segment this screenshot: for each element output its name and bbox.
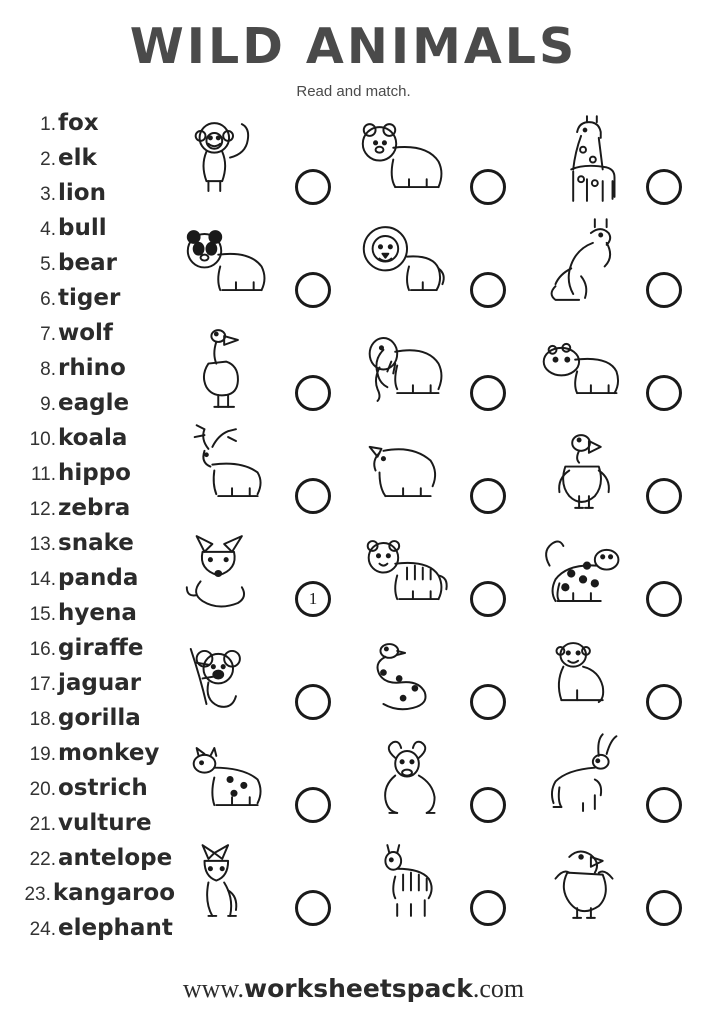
word-label: bull	[58, 215, 107, 241]
match-cell	[175, 625, 350, 728]
answer-circle[interactable]	[470, 375, 506, 411]
word-number: 9.	[40, 394, 56, 415]
word-number: 10.	[29, 429, 56, 450]
word-list-item	[18, 145, 175, 180]
word-list-item	[18, 845, 175, 880]
word-list-item	[18, 880, 175, 915]
answer-circle[interactable]	[295, 890, 331, 926]
word-list-item	[18, 110, 175, 145]
word-label: gorilla	[58, 705, 141, 731]
answer-circle[interactable]	[470, 581, 506, 617]
word-list-item	[18, 250, 175, 285]
word-label: elephant	[58, 915, 173, 941]
word-label: snake	[58, 530, 134, 556]
match-cell	[175, 522, 350, 625]
match-cell	[350, 110, 525, 213]
word-number: 4.	[40, 219, 56, 240]
instruction-text: Read and match.	[296, 83, 411, 100]
bull-illustration	[350, 732, 468, 827]
monkey-illustration	[175, 114, 293, 209]
word-label: vulture	[58, 810, 152, 836]
antelope-illustration	[526, 732, 644, 827]
match-cell	[350, 831, 525, 934]
word-number: 18.	[29, 709, 56, 730]
word-label: bear	[58, 250, 117, 276]
snake-illustration	[350, 629, 468, 724]
tiger-illustration	[350, 526, 468, 621]
match-cell	[350, 728, 525, 831]
worksheet-body	[0, 110, 707, 950]
rhino-illustration	[350, 423, 468, 518]
word-list-item	[18, 390, 175, 425]
word-label: eagle	[58, 390, 130, 416]
word-list-item	[18, 635, 175, 670]
footer-suffix: .com	[472, 974, 525, 1003]
word-list-item	[18, 215, 175, 250]
vulture-illustration	[526, 423, 644, 518]
word-number: 20.	[29, 779, 56, 800]
match-cell	[350, 316, 525, 419]
answer-circle[interactable]	[295, 478, 331, 514]
word-list-item	[18, 460, 175, 495]
word-list-item	[18, 670, 175, 705]
word-label: hyena	[58, 600, 137, 626]
match-cell	[526, 110, 701, 213]
word-label: hippo	[58, 460, 131, 486]
word-number: 21.	[29, 814, 56, 835]
word-label: zebra	[58, 495, 131, 521]
picture-grid	[175, 110, 707, 950]
ostrich-illustration	[175, 320, 293, 415]
eagle-illustration	[526, 835, 644, 930]
word-list-item	[18, 740, 175, 775]
elephant-illustration	[350, 320, 468, 415]
word-number: 3.	[40, 184, 56, 205]
answer-circle[interactable]: 1	[295, 581, 331, 617]
answer-circle[interactable]	[646, 375, 682, 411]
word-list-item	[18, 530, 175, 565]
answer-circle[interactable]	[646, 890, 682, 926]
word-list-item	[18, 495, 175, 530]
match-cell	[526, 831, 701, 934]
word-label: rhino	[58, 355, 126, 381]
match-cell	[175, 110, 350, 213]
word-number: 24.	[29, 919, 56, 940]
fox-illustration	[175, 526, 293, 621]
word-number: 1.	[40, 114, 56, 135]
match-cell	[350, 522, 525, 625]
answer-circle[interactable]	[470, 684, 506, 720]
answer-circle[interactable]	[295, 787, 331, 823]
gorilla-illustration	[526, 629, 644, 724]
match-cell	[526, 419, 701, 522]
word-number: 5.	[40, 254, 56, 275]
word-number: 11.	[30, 464, 56, 485]
word-label: panda	[58, 565, 139, 591]
word-list-item	[18, 320, 175, 355]
answer-circle[interactable]	[646, 787, 682, 823]
word-number: 23.	[24, 884, 51, 905]
word-label: jaguar	[58, 670, 142, 696]
word-list-item	[18, 705, 175, 740]
panda-illustration	[175, 217, 293, 312]
koala-illustration	[175, 629, 293, 724]
elk-illustration	[175, 423, 293, 518]
jaguar-illustration	[526, 526, 644, 621]
match-cell	[175, 728, 350, 831]
hippo-illustration	[526, 320, 644, 415]
answer-circle[interactable]	[295, 684, 331, 720]
word-list-item	[18, 355, 175, 390]
word-number: 7.	[40, 324, 56, 345]
answer-circle[interactable]	[646, 684, 682, 720]
match-cell	[175, 831, 350, 934]
lion-illustration	[350, 217, 468, 312]
word-list-item	[18, 775, 175, 810]
word-label: giraffe	[58, 635, 144, 661]
match-cell	[175, 316, 350, 419]
word-number: 2.	[40, 149, 56, 170]
answer-circle[interactable]	[470, 478, 506, 514]
word-number: 17.	[29, 674, 56, 695]
kangaroo-illustration	[526, 217, 644, 312]
word-label: tiger	[58, 285, 121, 311]
answer-circle[interactable]	[295, 375, 331, 411]
word-list-item	[18, 180, 175, 215]
word-number: 12.	[29, 499, 56, 520]
match-cell	[526, 625, 701, 728]
match-cell	[526, 316, 701, 419]
answer-circle[interactable]	[470, 169, 506, 205]
wolf-illustration	[175, 835, 293, 930]
word-label: kangaroo	[52, 880, 175, 906]
answer-circle[interactable]	[295, 169, 331, 205]
match-cell	[350, 213, 525, 316]
word-list-item	[18, 600, 175, 635]
word-label: wolf	[58, 320, 113, 346]
word-label: koala	[58, 425, 128, 451]
word-label: elk	[58, 145, 97, 171]
word-label: fox	[58, 110, 99, 136]
worksheet-page	[0, 18, 707, 1018]
bear-illustration	[350, 114, 468, 209]
word-number: 16.	[29, 639, 56, 660]
word-number: 8.	[40, 359, 56, 380]
word-list-item	[18, 810, 175, 845]
answer-circle[interactable]	[470, 787, 506, 823]
match-cell	[350, 419, 525, 522]
footer-prefix: www.	[182, 974, 244, 1003]
word-number: 13.	[29, 534, 56, 555]
match-cell	[350, 625, 525, 728]
word-number: 14.	[29, 569, 56, 590]
match-cell	[526, 522, 701, 625]
hyena-illustration	[175, 732, 293, 827]
word-label: lion	[58, 180, 106, 206]
word-list-item	[18, 565, 175, 600]
page-title: WILD ANIMALS	[129, 18, 578, 75]
answer-circle[interactable]	[646, 272, 682, 308]
answer-circle[interactable]	[295, 272, 331, 308]
word-label: antelope	[58, 845, 173, 871]
match-cell	[175, 213, 350, 316]
match-cell	[526, 728, 701, 831]
footer-brand: worksheetspack	[244, 974, 473, 1003]
word-list-item	[18, 915, 175, 950]
word-number: 6.	[40, 289, 56, 310]
giraffe-illustration	[526, 114, 644, 209]
answer-circle[interactable]	[470, 890, 506, 926]
word-list	[0, 110, 175, 950]
match-cell	[526, 213, 701, 316]
word-list-item	[18, 425, 175, 460]
zebra-illustration	[350, 835, 468, 930]
answer-circle[interactable]	[470, 272, 506, 308]
word-number: 19.	[29, 744, 56, 765]
answer-circle[interactable]	[646, 169, 682, 205]
answer-circle[interactable]	[646, 581, 682, 617]
word-label: ostrich	[58, 775, 148, 801]
word-label: monkey	[58, 740, 160, 766]
match-cell	[175, 419, 350, 522]
word-list-item	[18, 285, 175, 320]
word-number: 22.	[29, 849, 56, 870]
answer-circle[interactable]	[646, 478, 682, 514]
word-number: 15.	[29, 604, 56, 625]
